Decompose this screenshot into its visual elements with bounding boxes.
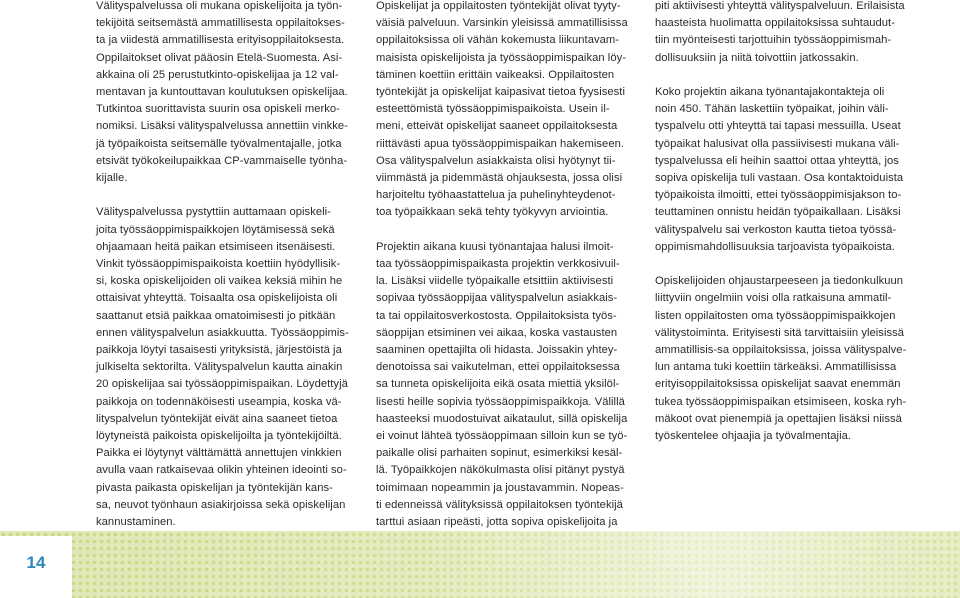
footer-decorative-band xyxy=(0,531,960,598)
paragraph: Välityspalvelussa pystyttiin auttamaan opiskeli- joita työssäoppimispaikkojen löytämisessä sekä ohjaamaan heitä paikan etsimiseen itsenäisesti. Vinkit työssäoppimispaikoista koettiin hyödyllisik- si, koska opiskelijoiden oli vaikea keksiä mihin he ottaisivat yhteyttä. Toisaalta osa opiskelijoista oli saattanut etsiä paikkaa omatoimisesti jo pitkään ennen välityspalvelun asiakkuutta. Työssäoppimis- paikkoja löytyi tasaisesti yrityksistä, järjestöistä ja julkiselta sektorilta. Välityspalvelun kautta ainakin 20 opiskelijaa sai työssäoppimispaikan. Löydettyjä paikkoja on todennäköisesti useampia, koska vä- lityspalvelun työntekijät eivät aina saaneet tietoa löytyneistä paikoista opiskelijoilta ja työntekijöiltä. Paikka ei löytynyt välttämättä annettujen vinkkien avulla vaan ratkaisevaa olikin yhteinen ideointi so- pivasta paikasta opiskelijan ja työntekijän kans- sa, neuvot työnhaun asiakirjoissa sekä opiskelijan kannustaminen. xyxy=(96,206,349,529)
halftone-dot-pattern xyxy=(0,531,960,598)
paragraph: Opiskelijat ja oppilaitosten työntekijät olivat tyyty- väisiä palveluun. Varsinkin yleisissä ammatillisissa oppilaitoksissa oli vähän kokemusta liikuntavam- maisista opiskelijoista ja työssäoppimispaikan löy- täminen koettiin erittäin vaikeaksi. Oppilaitosten työntekijät ja opiskelijat kaipasivat tietoa fyysisesti esteettömistä työssäoppimispaikoista. Usein il- meni, etteivät opiskelijat saaneet oppilaitoksesta riittävästi apua työssäoppimispaikan hakemiseen. Osa välityspalvelun asiakkaista olisi hyötynyt tii- viimmästä ja pidemmästä ohjauksesta, jossa olisi harjoiteltu työhaastattelua ja puhelinyhteydenot- toa työpaikkaan sekä tehty työkyvyn arviointia. xyxy=(376,0,628,219)
page-number: 14 xyxy=(26,553,46,572)
paragraph: Projektin aikana kuusi työnantajaa halusi ilmoit- taa työssäoppimispaikasta projektin verkkosivuil- la. Lisäksi viidelle työpaikalle etsittiin aktiivisesti sopivaa työssäoppijaa välityspalvelun asiakkais- ta tai oppilaitosverkostosta. Oppilaitoksista työs- säoppijan etsiminen vei aikaa, koska vastausten saaminen opettajilta oli hidasta. Joissakin yhtey- denotoissa sai vaikutelman, ettei oppilaitoksessa sa tunneta opiskelijoita eikä osata miettiä yksilöl- lisesti heille sopivia työssäoppimispaikkoja. Välillä haasteeksi muodostuivat aikataulut, sillä opiskelija ei voinut lähteä työssäoppimaan silloin kun se työ- paikalle olisi parhaiten sopinut, esimerkiksi kesäl- lä. Työpaikkojen näkökulmasta olisi pitänyt pystyä toimimaan nopeammin ja joustavammin. Nopeas- ti edenneissä välityksissä oppilaitoksen työntekijä tarttui asiaan ripeästi, jotta sopiva opiskelijoita ja xyxy=(376,240,628,529)
paragraph: Opiskelijoiden ohjaustarpeeseen ja tiedonkulkuun liittyviin ongelmiin voisi olla ratkaisuna ammatil- listen oppilaitosten oma työssäoppimispaikkojen välitystoiminta. Erityisesti sitä tarvittaisiin yleisissä ammatillisis-sa oppilaitoksissa, joissa välityspalve- lun antama tuki koettiin tärkeäksi. Ammatillisissa erityisoppilaitoksissa opiskelijat saavat enemmän tukea työssäoppimispaikan etsimiseen, koska ryh- mäkoot ovat pienempiä ja opettajien lisäksi niissä työskentelee ohjaajia ja työvalmentajia. xyxy=(655,275,907,443)
paragraph: Koko projektin aikana työnantajakontakteja oli noin 450. Tähän laskettiin työpaikat, joihin väli- tyspalvelu otti yhteyttä tai tapasi messuilla. Useat työpaikat halusivat olla passiivisesti mukana väli- tyspalvelussa eli heihin saattoi ottaa yhteyttä, jos sopiva opiskelija tuli vastaan. Osa kontaktoiduista työpaikoista ilmoitti, ettei työssäoppimisjakson to- teuttaminen onnistu heidän työpaikallaan. Lisäksi välityspalvelu sai verkoston kautta tietoa työssä- oppimismahdollisuuksia tarjoavista työpaikoista. xyxy=(655,86,904,253)
paragraph: piti aktiivisesti yhteyttä välityspalveluun. Erilaisista haasteista huolimatta oppilaitoksissa suhtaudut- tiin myönteisesti tarjottuihin työssäoppimismah- dollisuuksiin ja niitä toivottiin jatkossakin. xyxy=(655,0,905,64)
text-column-1 xyxy=(96,0,368,548)
text-column-2 xyxy=(376,0,648,548)
paragraph: Välityspalvelussa oli mukana opiskelijoita ja työn- tekijöitä seitsemästä ammatillisesta oppilaitokses- ta ja viidestä ammatillisesta erityisoppilaitoksesta. Oppilaitokset olivat pääosin Etelä-Suomesta. Asi- akkaina oli 25 perustutkinto-opiskelijaa ja 12 val- mentavan ja kuntouttavan koulutuksen opiskelijaa. Tutkintoa suorittavista suurin osa opiskeli merko- nomiksi. Lisäksi välityspalvelussa annettiin vinkke- jä työpaikoista seitsemälle työvalmentajalle, jotka etsivät työkokeilupaikkaa CP-vammaiselle työnha- kijalle. xyxy=(96,0,348,185)
text-column-3 xyxy=(655,0,927,462)
